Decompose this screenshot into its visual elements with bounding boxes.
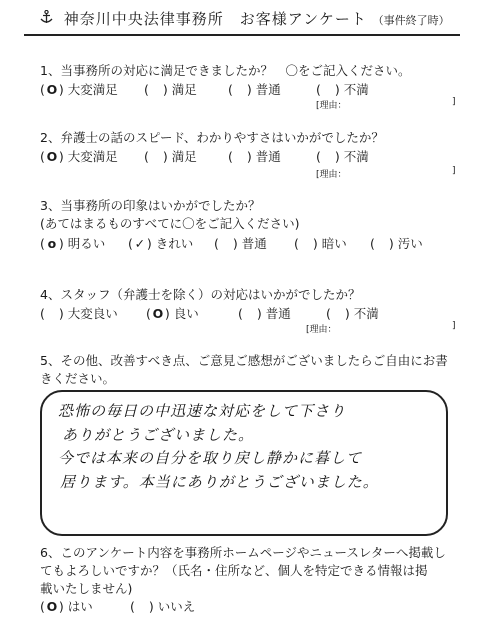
q3-option-5-label: 汚い xyxy=(397,236,423,251)
question-5-text-line2: きください。 xyxy=(40,371,116,386)
q6-option-1-label: はい xyxy=(67,599,93,614)
q3-option-2-label: きれい xyxy=(155,236,194,251)
q4-option-3[interactable]: ( ) 普通 xyxy=(238,306,291,321)
q1-option-2[interactable]: ( ) 満足 xyxy=(144,82,197,97)
q1-option-1-label: 大変満足 xyxy=(67,82,118,97)
question-6-text-line3: 載いたしません) xyxy=(40,581,133,596)
q4-option-3-label: 普通 xyxy=(265,306,291,321)
q1-option-2-label: 満足 xyxy=(171,82,197,97)
comment-line-4: 居ります。本当にありがとうございました。 xyxy=(60,473,379,491)
question-3-text: 3、当事務所の印象はいかがでしたか？ xyxy=(40,198,261,213)
q1-option-3[interactable]: ( ) 普通 xyxy=(228,82,281,97)
q3-option-2-mark: ✓ xyxy=(134,236,146,251)
q1-option-1[interactable]: ( O ) 大変満足 xyxy=(40,82,118,97)
q3-option-1-label: 明るい xyxy=(67,236,106,251)
q3-option-4-label: 暗い xyxy=(321,236,347,251)
question-2-text: 2、弁護士の話のスピード、わかりやすさはいかがでしたか？ xyxy=(40,130,384,145)
q1-option-3-label: 普通 xyxy=(255,82,281,97)
q4-reason-bracket-end: ] xyxy=(452,321,456,331)
q1-reason-field[interactable]: [理由： xyxy=(316,101,347,111)
comment-line-2: ありがとうございました。 xyxy=(62,426,255,444)
question-6-text-line2: てもよろしいですか？（氏名・住所など、個人を特定できる情報は掲 xyxy=(40,563,428,578)
q2-option-2-label: 満足 xyxy=(171,149,197,164)
q3-option-4[interactable]: ( ) 暗い xyxy=(294,236,347,251)
q1-option-1-mark: O xyxy=(46,82,58,97)
question-6-text-line1: 6、このアンケート内容を事務所ホームページやニュースレターへ掲載し xyxy=(40,545,446,560)
q2-option-3-label: 普通 xyxy=(255,149,281,164)
comment-line-3: 今では本来の自分を取り戻し静かに暮して xyxy=(58,449,363,467)
q4-option-2[interactable]: ( O ) 良い xyxy=(146,306,199,321)
question-5-text-line1: 5、その他、改善すべき点、ご意見ご感想がございましたらご自由にお書 xyxy=(40,353,448,368)
form-header xyxy=(40,8,450,29)
q4-reason-field[interactable]: [理由： xyxy=(306,325,337,335)
q2-reason-bracket-end: ] xyxy=(452,166,456,176)
q2-option-2[interactable]: ( ) 満足 xyxy=(144,149,197,164)
header-divider xyxy=(24,34,460,36)
q2-option-4[interactable]: ( ) 不満 xyxy=(316,149,369,164)
q6-option-2-label: いいえ xyxy=(157,599,196,614)
q1-reason-bracket-end: ] xyxy=(452,97,456,107)
q4-option-2-label: 良い xyxy=(173,306,199,321)
q4-option-2-mark: O xyxy=(152,306,164,321)
q3-option-1[interactable]: ( o ) 明るい xyxy=(40,236,106,251)
question-3-note: (あてはまるものすべてに〇をご記入ください) xyxy=(40,216,300,231)
q3-option-5[interactable]: ( ) 汚い xyxy=(370,236,423,251)
q1-reason-label: 理由： xyxy=(319,101,347,111)
q2-option-3[interactable]: ( ) 普通 xyxy=(228,149,281,164)
comment-line-1: 恐怖の毎日の中迅速な対応をして下さり xyxy=(58,402,347,420)
q4-option-1[interactable]: ( ) 大変良い xyxy=(40,306,118,321)
q2-reason-field[interactable]: [理由： xyxy=(316,170,347,180)
question-1-text: 1、当事務所の対応に満足できましたか？ 〇をご記入ください。 xyxy=(40,63,411,78)
q3-option-3[interactable]: ( ) 普通 xyxy=(214,236,267,251)
q2-option-1-label: 大変満足 xyxy=(67,149,118,164)
q3-option-2[interactable]: ( ✓ ) きれい xyxy=(128,236,194,251)
q6-option-1-mark: O xyxy=(46,599,58,614)
question-4-text: 4、スタッフ（弁護士を除く）の対応はいかがでしたか？ xyxy=(40,287,361,302)
q2-option-1[interactable]: ( O ) 大変満足 xyxy=(40,149,118,164)
q1-option-4[interactable]: ( ) 不満 xyxy=(316,82,369,97)
q2-option-4-label: 不満 xyxy=(343,149,369,164)
form-subtitle: （事件終了時） xyxy=(372,14,450,27)
q4-reason-label: 理由： xyxy=(309,325,337,335)
q1-option-4-label: 不満 xyxy=(343,82,369,97)
q4-option-4[interactable]: ( ) 不満 xyxy=(326,306,379,321)
q6-option-1[interactable]: ( O ) はい xyxy=(40,599,93,614)
q4-option-4-label: 不満 xyxy=(353,306,379,321)
q3-option-3-label: 普通 xyxy=(241,236,267,251)
q2-reason-label: 理由： xyxy=(319,170,347,180)
anchor-logo-icon xyxy=(40,10,54,28)
form-title: 神奈川中央法律事務所 お客様アンケート xyxy=(63,10,367,28)
q2-option-1-mark: O xyxy=(46,149,58,164)
q6-option-2[interactable]: ( ) いいえ xyxy=(130,599,196,614)
q4-option-1-label: 大変良い xyxy=(67,306,118,321)
q3-option-1-mark: o xyxy=(47,236,57,251)
